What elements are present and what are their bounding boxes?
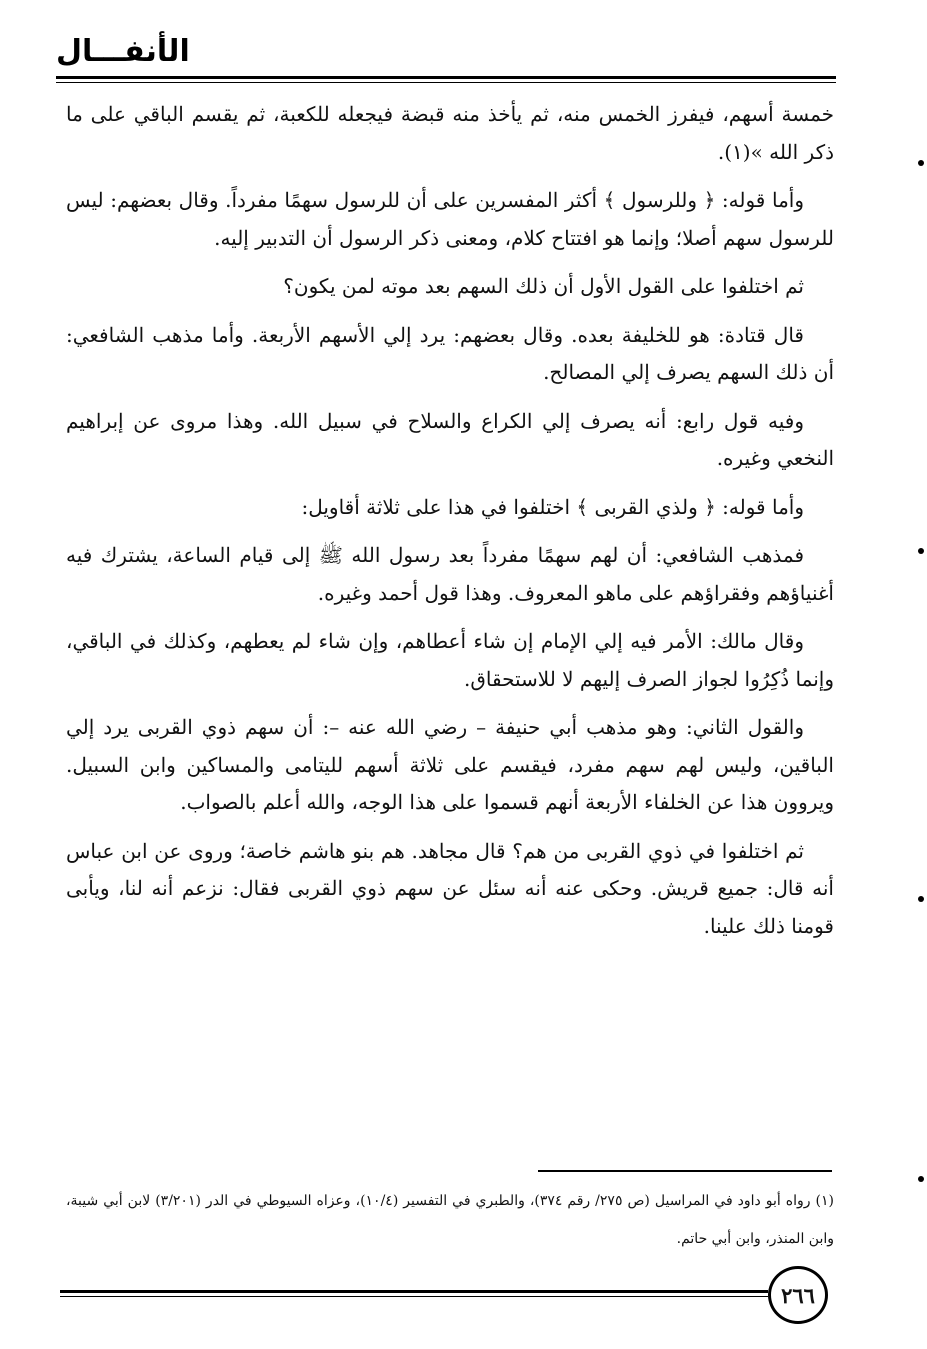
page-header <box>56 30 836 80</box>
margin-dot-3 <box>918 896 924 902</box>
paragraph-10: ثم اختلفوا في ذوي القربى من هم؟ قال مجاهد. هم بنو هاشم خاصة؛ وروى عن ابن عباس أنه قال: جميع قريش. وحكى عنه أنه سئل عن سهم ذوي القربى فقال: نزعم أنه لنا، ويأبى قومنا ذلك علينا. <box>66 838 834 938</box>
paragraph-8: وقال مالك: الأمر فيه إلي الإمام إن شاء أعطاهم، وإن شاء لم يعطهم، وكذلك في الباقي، وإنما ذُكِرُوا لجواز الصرف إليهم لا للاستحقاق. <box>66 629 834 691</box>
margin-dot-2 <box>918 548 924 554</box>
header-rule-thick <box>56 76 836 79</box>
paragraph-4: قال قتادة: هو للخليفة بعده. وقال بعضهم: يرد إلي الأسهم الأربعة. وأما مذهب الشافعي: أن ذلك السهم يصرف إلي المصالح. <box>66 322 834 384</box>
paragraph-9: والقول الثاني: وهو مذهب أبي حنيفة – رضي الله عنه –: أن سهم ذوي القربى يرد إلي الباقين، وليس لهم سهم مفرد، فيقسم على ثلاثة أسهم لليتامى والمساكين وابن السبيل. ويروون هذا عن الخلفاء الأربعة أنهم قسموا على هذا الوجه، والله أعلم بالصواب. <box>66 715 834 814</box>
margin-dot-1 <box>918 160 924 166</box>
running-header-title: الأنفـــال <box>56 34 190 69</box>
paragraph-2: وأما قوله: ﴿ وللرسول ﴾ أكثر المفسرين على أن للرسول سهمًا مفرداً. وقال بعضهم: ليس للرسول سهم أصلا؛ وإنما هو افتتاح كلام، ومعنى ذكر الرسول أن التدبير إليه. <box>66 188 834 250</box>
margin-dot-4 <box>918 1176 924 1182</box>
header-rule-thin <box>56 82 836 83</box>
footer-rule-thin <box>60 1296 768 1297</box>
footnote-separator <box>538 1170 832 1172</box>
paragraph-7: فمذهب الشافعي: أن لهم سهمًا مفرداً بعد رسول الله ﷺ إلى قيام الساعة، يشترك فيه أغنياؤهم وفقراؤهم على ماهو المعروف. وهذا قول أحمد وغيره. <box>66 543 834 605</box>
paragraph-6: وأما قوله: ﴿ ولذي القربى ﴾ اختلفوا في هذا على ثلاثة أقاويل: <box>301 494 804 519</box>
paragraph-1: خمسة أسهم، فيفرز الخمس منه، ثم يأخذ منه قبضة فيجعله للكعبة، ثم يقسم الباقي على ما ذكر الله »(١). <box>66 102 834 164</box>
paragraph-5: وفيه قول رابع: أنه يصرف إلي الكراع والسلاح في سبيل الله. وهذا مروى عن إبراهيم النخعي وغيره. <box>66 408 834 470</box>
footer-rule-thick <box>60 1290 768 1293</box>
paragraph-3: ثم اختلفوا على القول الأول أن ذلك السهم بعد موته لمن يكون؟ <box>283 274 804 298</box>
main-text <box>66 96 834 956</box>
page-number-circle <box>768 1266 828 1324</box>
page-number: ٢٦٦ <box>781 1282 815 1308</box>
footnote: (١) رواه أبو داود في المراسيل (ص ٢٧٥/ رقم ٣٧٤)، والطبري في التفسير (١٠/٤)، وعزاه السيوطي في الدر (٣/٢٠١) لابن أبي شيبة، وابن المنذر، وابن أبي حاتم. <box>66 1193 835 1247</box>
